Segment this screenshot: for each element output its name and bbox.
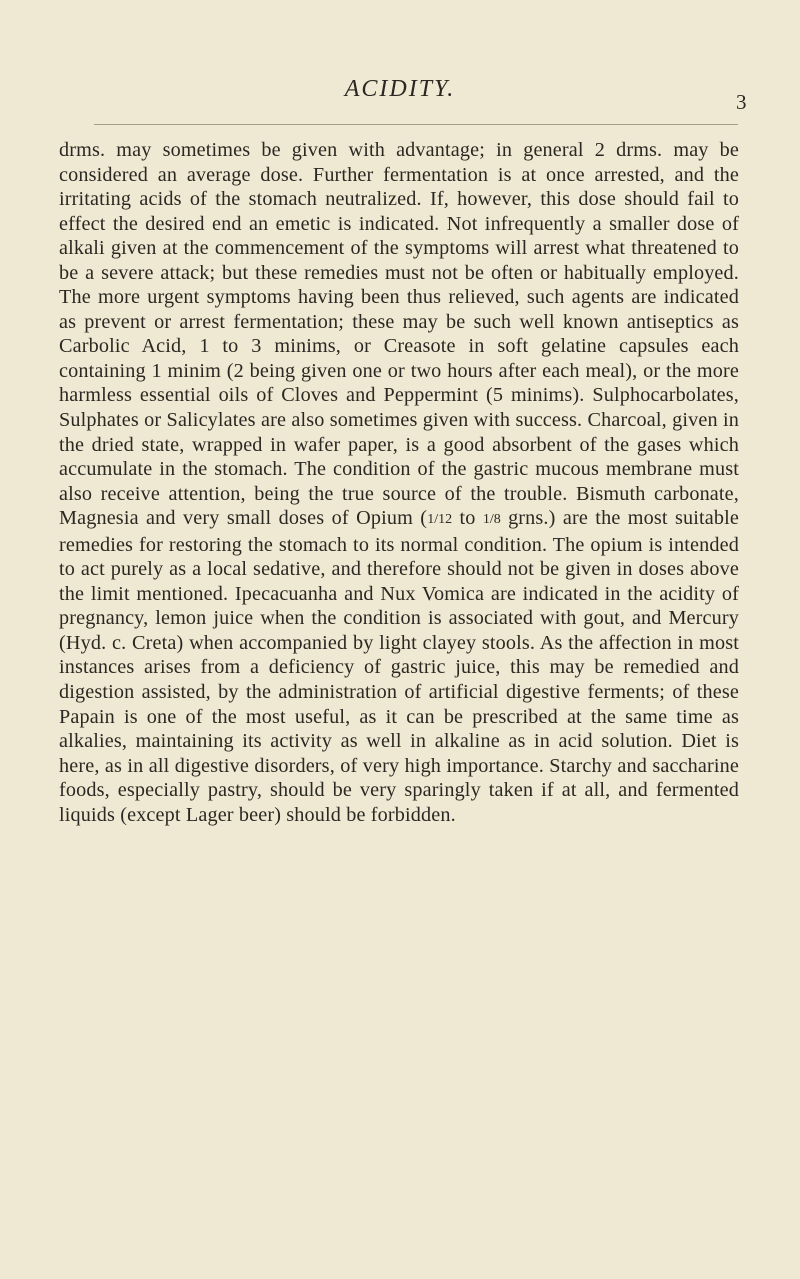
fraction-one-eighth: 1/8: [482, 512, 501, 528]
page-header: [0, 70, 800, 120]
body-text-segment: to: [452, 507, 483, 530]
body-text-segment: grns.) are the most suitable remedies for restoring the stomach to its normal condition. The opium is intended to act purely as a local sedative, and therefore should not be given in doses above the limit mentioned. Ipecacuanha and Nux Vomica are indicated in the acidity of pregnancy, lemon juice when the condition is associated with gout, and Mercury (Hyd. c. Creta) when accompanied by light clayey stools. As the affection in most instances arises from a deficiency of gastric juice, this may be remedied and digestion assisted, by the administration of artificial digestive ferments; of these Papain is one of the most useful, as it can be prescribed at the same time as alkalies, maintaining its activity as well in alkaline as in acid solution. Diet is here, as in all digestive disorders, of very high importance. Starchy and saccharine foods, especially pastry, should be very sparingly taken if at all, and fermented liquids (except Lager beer) should be forbidden.: [59, 507, 739, 826]
fraction-one-twelfth: 1/12: [427, 512, 453, 528]
page-number: 3: [736, 90, 747, 114]
body-text-segment: drms. may sometimes be given with advantage; in general 2 drms. may be considered an average dose. Further fermentation is at once arrested, and the irritating acids of the stomach neutralized. If, however, this dose should fail to effect the desired end an emetic is indicated. Not infrequently a smaller dose of alkali given at the commencement of the symptoms will arrest what threatened to be a severe attack; but these remedies must not be often or habitually employed. The more urgent symptoms having been thus relieved, such agents are indicated as prevent or arrest fermentation; these may be such well known antiseptics as Carbolic Acid, 1 to 3 minims, or Creasote in soft gelatine capsules each containing 1 minim (2 being given one or two hours after each meal), or the more harmless essential oils of Cloves and Peppermint (5 minims). Sulphocarbolates, Sulphates or Salicylates are also sometimes given with success. Charcoal, given in the dried state, wrapped in wafer paper, is a good absorbent of the gases which accumulate in the stomach. The condition of the gastric mucous membrane must also receive attention, being the true source of the trouble. Bismuth carbonate, Magnesia and very small doses of Opium (: [59, 139, 739, 530]
body-paragraph: [59, 138, 739, 827]
header-rule: [94, 124, 738, 125]
running-head: ACIDITY.: [344, 76, 456, 102]
